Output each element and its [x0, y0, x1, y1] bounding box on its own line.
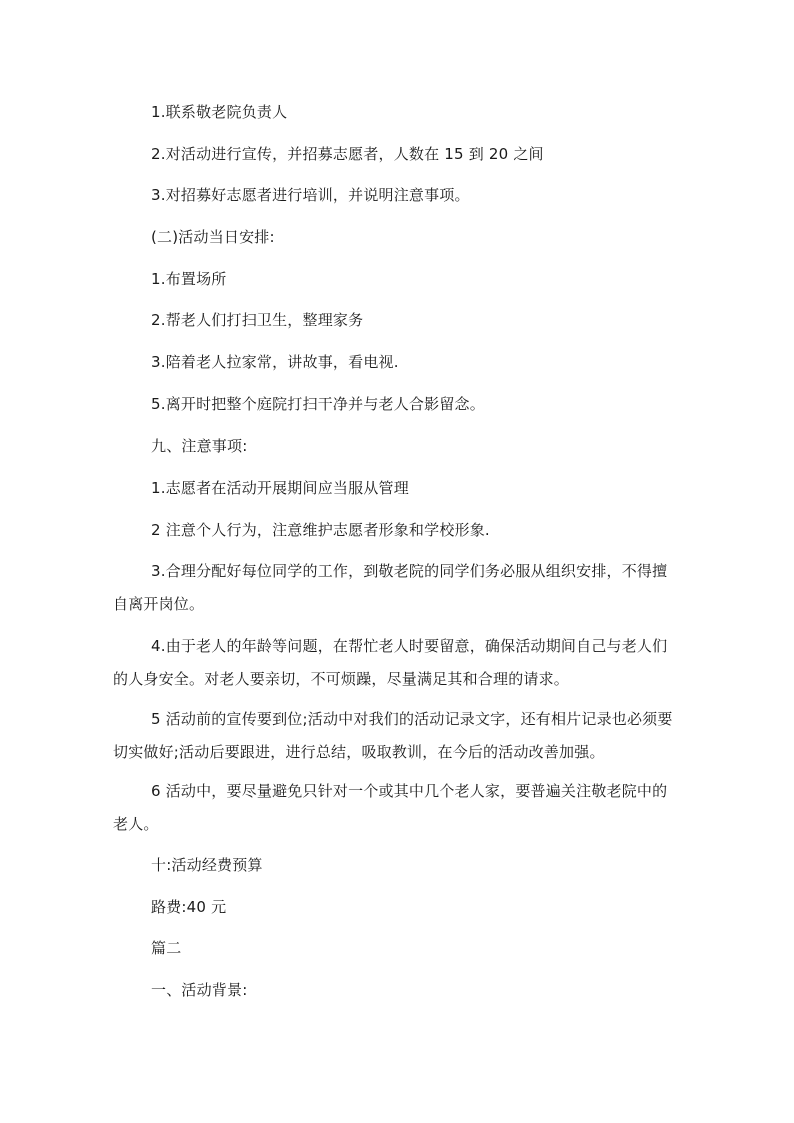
section-heading: 九、注意事项:	[151, 437, 248, 455]
section-heading: 十:活动经费预算	[151, 856, 263, 874]
paragraph: 2.对活动进行宣传，并招募志愿者，人数在 15 到 20 之间	[151, 145, 544, 163]
paragraph: 路费:40 元	[151, 898, 227, 916]
paragraph: 5.离开时把整个庭院打扫干净并与老人合影留念。	[151, 395, 485, 413]
paragraph: 3.对招募好志愿者进行培训，并说明注意事项。	[151, 186, 470, 204]
paragraph: 3.陪着老人拉家常，讲故事，看电视.	[151, 353, 399, 371]
paragraph: 2.帮老人们打扫卫生，整理家务	[151, 311, 364, 329]
section-heading: 篇二	[151, 939, 182, 957]
paragraph: 1.志愿者在活动开展期间应当服从管理	[151, 479, 409, 497]
paragraph: 1.布置场所	[151, 270, 227, 288]
paragraph: 3.合理分配好每位同学的工作，到敬老院的同学们务必服从组织安排，不得擅自离开岗位。	[113, 562, 668, 613]
section-heading: (二)活动当日安排:	[151, 228, 275, 246]
paragraph: 4.由于老人的年龄等问题，在帮忙老人时要留意，确保活动期间自己与老人们的人身安全。对老人要亲切，不可烦躁，尽量满足其和合理的请求。	[113, 637, 668, 688]
paragraph: 5 活动前的宣传要到位;活动中对我们的活动记录文字，还有相片记录也必须要切实做好;活动后要跟进，进行总结，吸取教训，在今后的活动改善加强。	[113, 710, 673, 761]
paragraph: 1.联系敬老院负责人	[151, 103, 288, 121]
section-heading: 一、活动背景:	[151, 981, 248, 999]
paragraph: 2 注意个人行为，注意维护志愿者形象和学校形象.	[151, 521, 490, 539]
paragraph: 6 活动中，要尽量避免只针对一个或其中几个老人家，要普遍关注敬老院中的老人。	[113, 782, 668, 833]
